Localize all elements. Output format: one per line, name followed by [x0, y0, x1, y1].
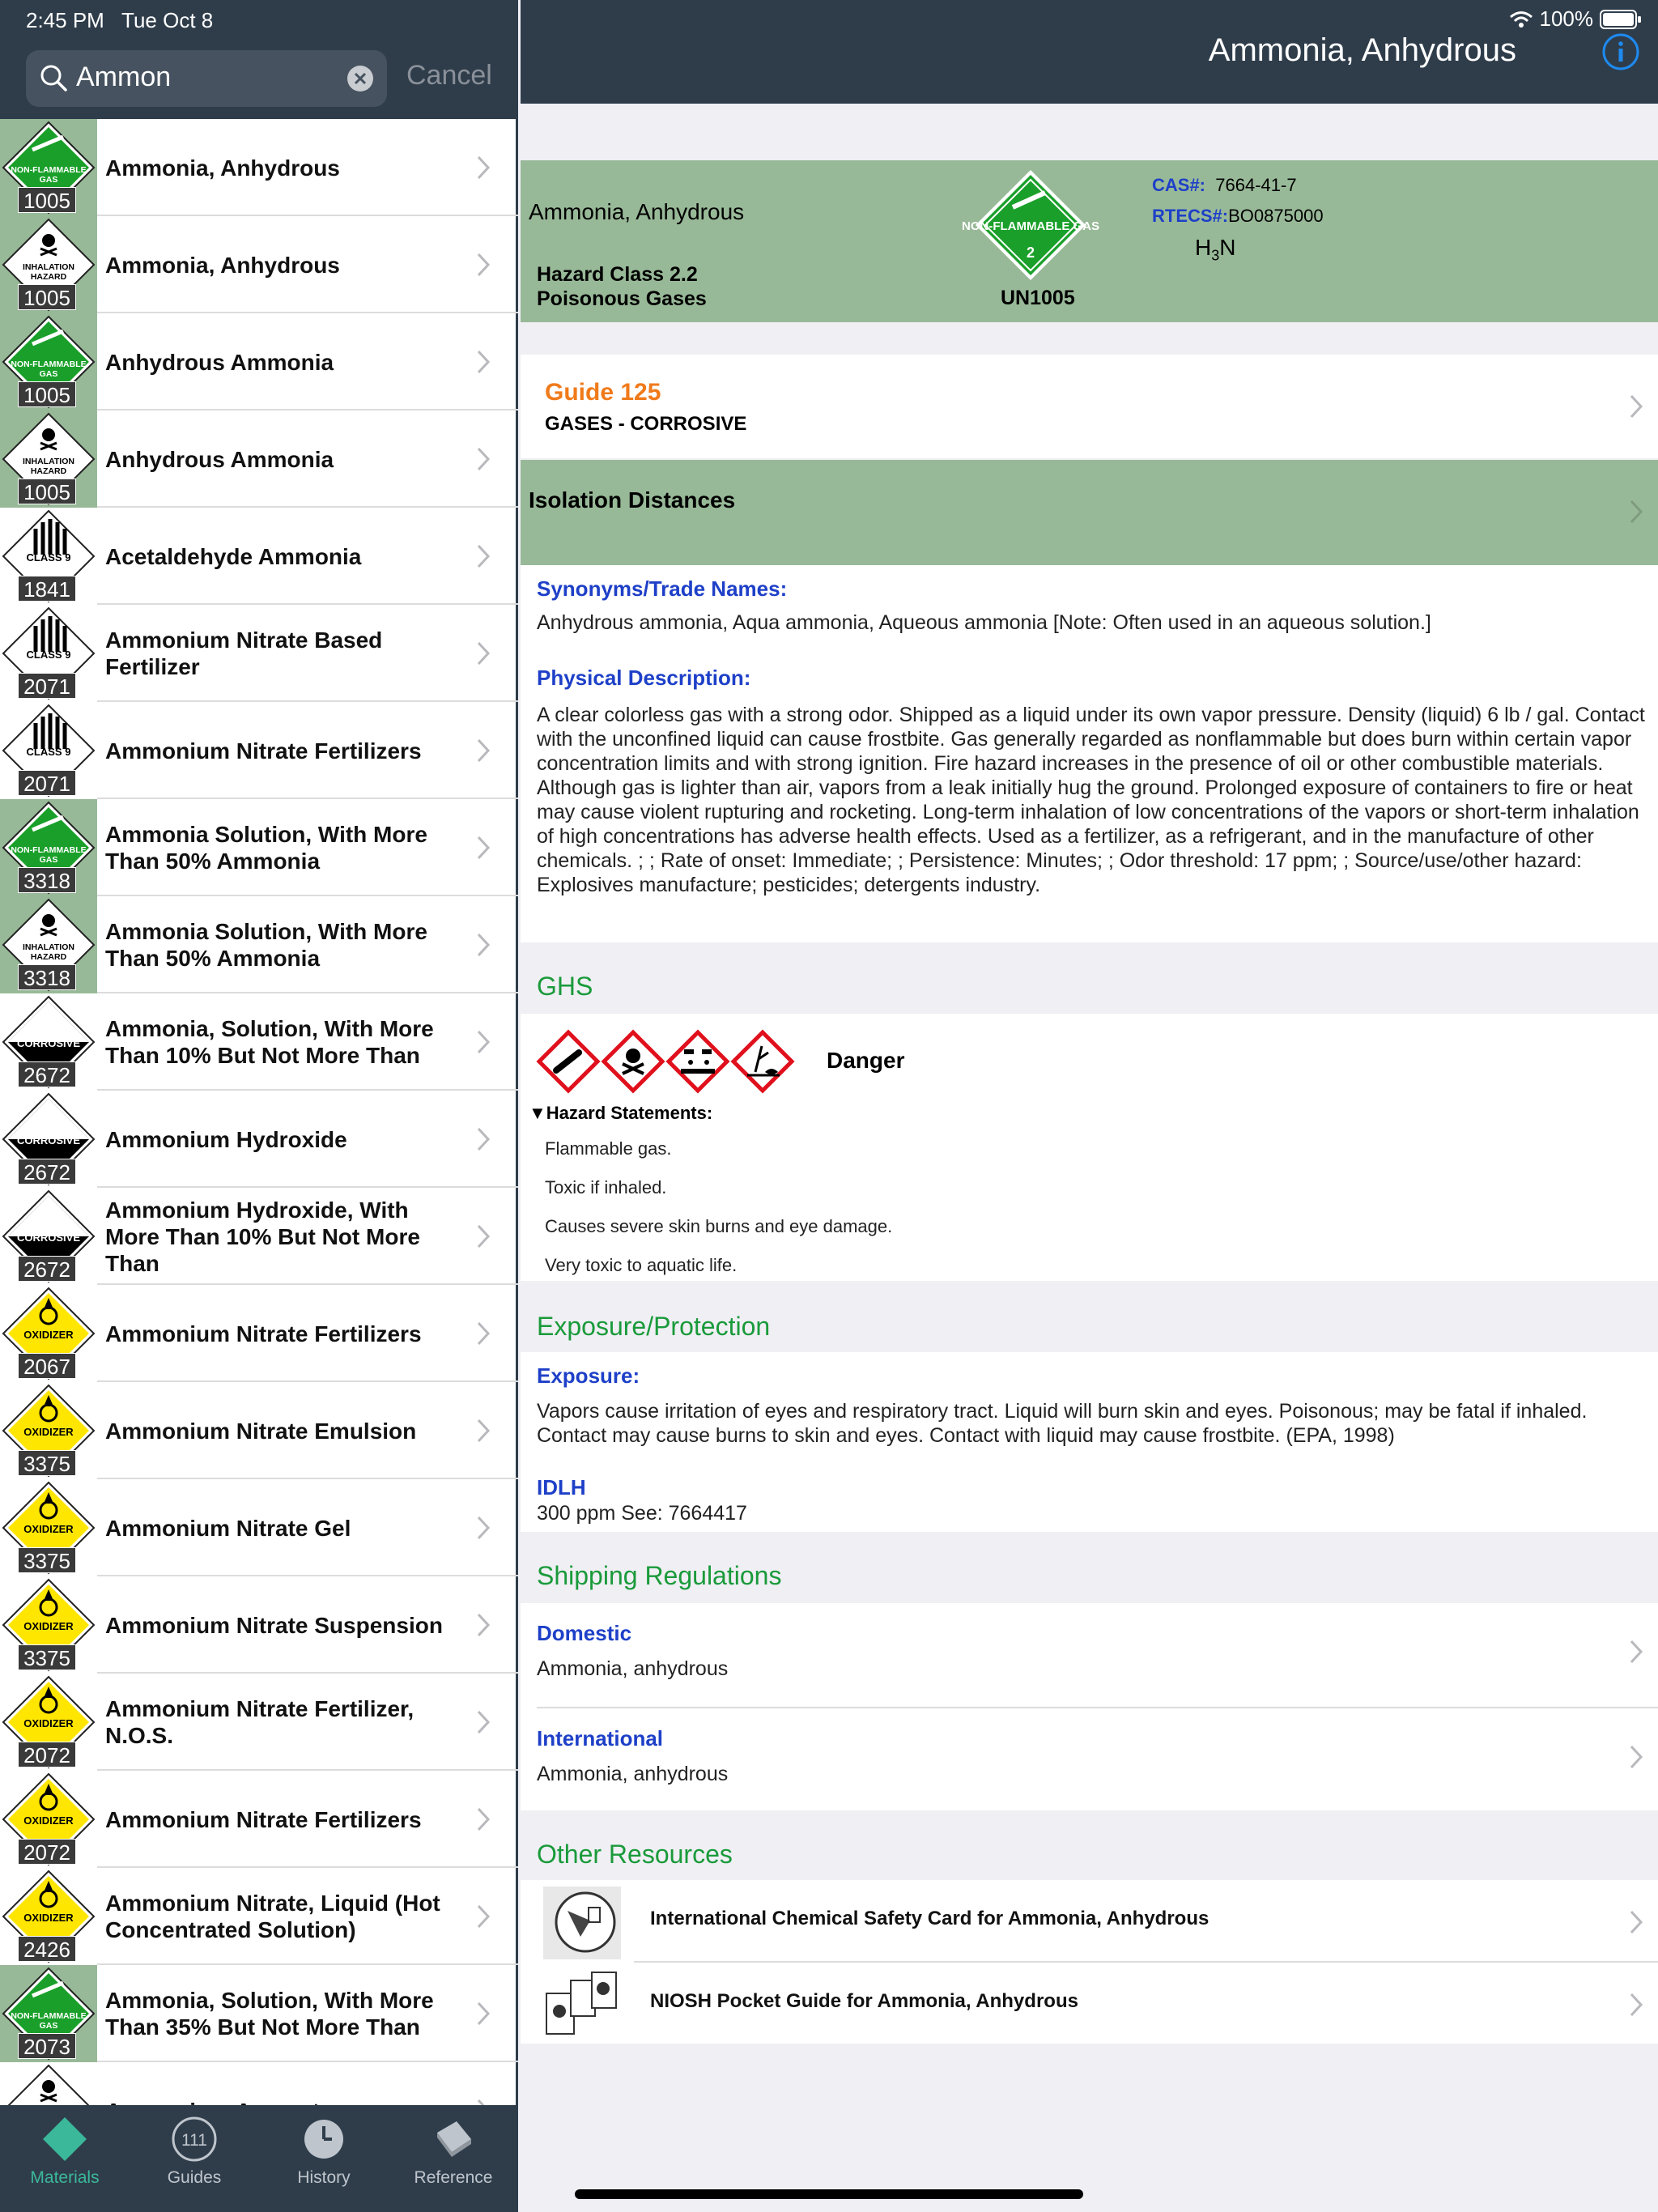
home-indicator[interactable] — [575, 2189, 1083, 2199]
navigation-bar — [521, 0, 1658, 104]
status-indicators — [1509, 6, 1643, 32]
un-number-badge: 3375 — [18, 1450, 76, 1476]
chevron-right-icon — [1629, 1992, 1643, 2018]
chevron-right-icon — [476, 543, 491, 569]
un-number-badge: 2071 — [18, 770, 76, 796]
material-name: Ammonium Hydroxide, With More Than 10% But Not More Than — [105, 1197, 420, 1276]
material-list-item[interactable] — [0, 1091, 518, 1188]
placard-label: NON-FLAMMABLE GAS — [11, 165, 87, 185]
material-name: Ammonia Solution, With More Than 50% Ammonia — [105, 822, 427, 874]
page-title: Ammonia, Anhydrous — [1208, 32, 1516, 68]
domestic-label: Domestic — [537, 1621, 632, 1645]
sidebar-header — [0, 0, 518, 119]
international-shipping-row[interactable] — [521, 1708, 1658, 1810]
resources-card — [521, 1880, 1658, 2044]
placard-label: NON-FLAMMABLE GAS — [11, 2011, 87, 2031]
material-list-item[interactable] — [0, 993, 518, 1091]
exposure-heading: Exposure/Protection — [537, 1312, 771, 1341]
placard-label: OXIDIZER — [23, 1912, 74, 1924]
un-number-badge: 1005 — [18, 284, 76, 310]
resource-title: NIOSH Pocket Guide for Ammonia, Anhydrous — [650, 1990, 1078, 2012]
chevron-right-icon — [476, 2001, 491, 2027]
detail-panel — [521, 0, 1658, 2212]
exposure-label: Exposure: — [537, 1363, 640, 1388]
un-number-badge: 3375 — [18, 1547, 76, 1573]
material-name: Ammonia Solution, With More Than 50% Ammonia — [105, 919, 427, 971]
chevron-right-icon — [476, 932, 491, 958]
chevron-right-icon — [476, 1418, 491, 1444]
material-name: Ammonium Nitrate Fertilizers — [105, 1806, 422, 1832]
material-name: Ammonium Nitrate Emulsion — [105, 1418, 417, 1444]
un-number-badge: 2672 — [18, 1159, 76, 1185]
material-list-item[interactable] — [0, 1188, 518, 1285]
chevron-right-icon — [1629, 1639, 1643, 1665]
un-number-badge: 2067 — [18, 1353, 76, 1379]
material-list-item[interactable] — [0, 702, 518, 799]
idlh-label: IDLH — [537, 1475, 586, 1499]
chevron-right-icon — [476, 1904, 491, 1929]
skull-crossbones-icon — [602, 1030, 665, 1093]
hazard-class-description: Poisonous Gases — [537, 287, 707, 310]
clock-icon — [300, 2115, 348, 2163]
material-list-item[interactable] — [0, 1868, 518, 1965]
signal-word: Danger — [827, 1048, 905, 1073]
corrosion-icon — [666, 1030, 729, 1093]
material-name: Ammonium Nitrate Suspension — [105, 1612, 443, 1638]
hazard-class — [537, 262, 707, 311]
material-name: Ammonia, Anhydrous — [105, 155, 340, 181]
material-name: Ammonium Hydroxide — [105, 1126, 347, 1152]
guide-number: Guide 125 — [545, 379, 661, 406]
synonyms-label: Synonyms/Trade Names: — [537, 576, 788, 601]
material-name: Ammonium Nitrate, Liquid (Hot Concentrated Solution) — [105, 1891, 440, 1942]
placard-label: OXIDIZER — [23, 1717, 74, 1729]
chevron-right-icon — [476, 1223, 491, 1249]
disclosure-triangle-icon: ▼ — [529, 1103, 546, 1123]
guide-link[interactable] — [521, 355, 1658, 458]
chevron-right-icon — [476, 1612, 491, 1638]
material-list-item[interactable] — [0, 1674, 518, 1771]
material-header-card — [521, 160, 1658, 322]
un-number-badge: 1841 — [18, 576, 76, 602]
chevron-right-icon — [476, 1126, 491, 1152]
physical-description-text: A clear colorless gas with a strong odor. Shipped as a liquid under its own vapor pressure. Density (liquid) 6 lb / gal. Contact with the unconfined liquid can cause frostbite. Gas generally regarded as nonflammable but does burn within certain vapor concentration limits and with strong ignition. Fire hazard increases in the presence of oil or other combustible materials. Although gas is lighter than air, vapors from a leak initially hug the ground. Prolonged exposure of containers to fire or heat may cause violent rupturing and rocketing. Long-term inhalation of low concentrations of the vapors or short-term inhalation of high concentrations has adverse health effects. Used as a fertilizer, as a refrigerant, and in the manufacture of other chemicals. ; ; Rate of onset: Immediate; ; Persistence: Minutes; ; Odor threshold: 17 ppm; ; Source/use/other hazard: Explosives manufacture; pesticides; detergents industry. — [537, 704, 1645, 896]
non-flammable-gas-placard-icon — [962, 168, 1099, 282]
material-list-item[interactable] — [0, 508, 518, 605]
book-icon — [429, 2115, 478, 2163]
placard-label: INHALATION HAZARD — [23, 262, 74, 282]
placard-label: CORROSIVE — [16, 1231, 81, 1244]
description-card — [521, 565, 1658, 942]
chevron-right-icon — [476, 349, 491, 375]
materials-sidebar — [0, 0, 518, 2212]
isolation-distances-label: Isolation Distances — [529, 487, 736, 513]
exposure-card — [521, 1352, 1658, 1532]
material-list — [0, 119, 518, 2159]
placard-label: INHALATION HAZARD — [23, 942, 74, 962]
chevron-right-icon — [476, 252, 491, 278]
un-number-badge: 3318 — [18, 867, 76, 893]
material-list-item[interactable] — [0, 1771, 518, 1868]
synonyms-text: Anhydrous ammonia, Aqua ammonia, Aqueous ammonia [Note: Often used in an aqueous solution.] — [537, 611, 1431, 634]
safety-card-icon — [543, 1887, 621, 1959]
placard-label: OXIDIZER — [23, 1620, 74, 1632]
un-number-badge: 2073 — [18, 2033, 76, 2059]
un-number-badge: 2426 — [18, 1936, 76, 1962]
hazard-statement: Toxic if inhaled. — [545, 1177, 667, 1197]
material-list-item[interactable] — [0, 799, 518, 896]
material-name: Ammonium Nitrate Gel — [105, 1515, 351, 1541]
material-list-item[interactable] — [0, 605, 518, 702]
domestic-shipping-row[interactable] — [521, 1603, 1658, 1707]
cancel-button[interactable]: Cancel — [406, 60, 492, 91]
chevron-right-icon — [476, 1321, 491, 1346]
search-input[interactable]: Ammon — [76, 62, 172, 92]
domestic-value: Ammonia, anhydrous — [537, 1657, 729, 1680]
material-list-item[interactable] — [0, 1576, 518, 1674]
material-list-item[interactable] — [0, 1285, 518, 1382]
chevron-right-icon — [476, 1709, 491, 1735]
resource-title: International Chemical Safety Card for Ammonia, Anhydrous — [650, 1908, 1209, 1929]
tab-reference[interactable] — [389, 2115, 518, 2204]
un-number-badge: 2072 — [18, 1742, 76, 1767]
tab-label: History — [297, 2168, 351, 2187]
tab-materials[interactable] — [0, 2115, 130, 2204]
icsc-resource-link[interactable] — [521, 1880, 1658, 1961]
isolation-distances-link[interactable] — [521, 460, 1658, 565]
niosh-guide-icon — [543, 1969, 621, 2042]
status-time: 2:45 PM Tue Oct 8 — [26, 8, 214, 32]
battery-percent: 100% — [1539, 6, 1593, 31]
chevron-right-icon — [476, 1515, 491, 1541]
chevron-right-icon — [1629, 1744, 1643, 1770]
material-name: Ammonia, Solution, With More Than 10% But Not More Than — [105, 1016, 434, 1068]
niosh-resource-link[interactable] — [521, 1963, 1658, 2044]
placard-label: CLASS 9 — [26, 551, 71, 564]
un-number-badge: 2071 — [18, 673, 76, 699]
wifi-icon — [1509, 11, 1533, 28]
un-number-badge: 2672 — [18, 1061, 76, 1087]
chevron-right-icon — [476, 738, 491, 764]
material-name: Anhydrous Ammonia — [105, 446, 334, 472]
chevron-right-icon — [476, 835, 491, 861]
material-list-item[interactable] — [0, 313, 518, 410]
placard-label: NON-FLAMMABLE GAS — [11, 359, 87, 379]
idlh-value: 300 ppm See: 7664417 — [537, 1502, 747, 1525]
placard-label: OXIDIZER — [23, 1426, 74, 1438]
physical-description-label: Physical Description: — [537, 666, 751, 690]
rtecs-number: RTECS#:BO0875000 — [1152, 206, 1324, 226]
placard-class: 2 — [1026, 245, 1035, 261]
un-number-badge: 1005 — [18, 381, 76, 407]
chevron-right-icon — [476, 1029, 491, 1055]
hazard-statements-toggle[interactable] — [529, 1103, 712, 1124]
other-resources-heading: Other Resources — [537, 1840, 733, 1869]
tab-guides[interactable] — [130, 2115, 259, 2204]
shipping-heading: Shipping Regulations — [537, 1561, 782, 1590]
material-name: Ammonium Nitrate Fertilizer, N.O.S. — [105, 1696, 414, 1748]
un-number-badge: 3318 — [18, 964, 76, 990]
clear-search-icon[interactable] — [346, 65, 374, 92]
ghs-card — [521, 1014, 1658, 1281]
guide-name: GASES - CORROSIVE — [545, 413, 747, 435]
material-list-item[interactable] — [0, 1479, 518, 1576]
material-list-item[interactable] — [0, 119, 518, 216]
placard-label: OXIDIZER — [23, 1523, 74, 1535]
chevron-right-icon — [1629, 1909, 1643, 1935]
diamond-icon — [40, 2115, 89, 2163]
material-name: Anhydrous Ammonia — [105, 349, 334, 375]
environment-icon — [731, 1030, 794, 1093]
placard-label: NON-FLAMMABLE GAS — [11, 845, 87, 865]
info-icon[interactable] — [1601, 32, 1640, 71]
search-icon — [37, 62, 70, 94]
chevron-right-icon — [1629, 499, 1643, 525]
un-number-badge: 3375 — [18, 1644, 76, 1670]
tab-label: Materials — [30, 2168, 100, 2187]
guides-icon — [170, 2115, 219, 2163]
shipping-card — [521, 1603, 1658, 1810]
cas-number: CAS#: 7664-41-7 — [1152, 175, 1297, 195]
un-number-badge: 2672 — [18, 1256, 76, 1282]
hazard-statement: Flammable gas. — [545, 1138, 672, 1159]
placard-label: CLASS 9 — [26, 746, 71, 758]
ghs-heading: GHS — [537, 972, 593, 1001]
search-field[interactable] — [26, 50, 387, 107]
placard-text: NON-FLAMMABLE GAS — [962, 219, 1099, 233]
international-value: Ammonia, anhydrous — [537, 1763, 729, 1785]
international-label: International — [537, 1726, 664, 1750]
tab-label: Reference — [414, 2168, 493, 2187]
tab-history[interactable] — [259, 2115, 389, 2204]
un-number-badge: 1005 — [18, 479, 76, 504]
tab-label: Guides — [167, 2168, 222, 2187]
un-number: UN1005 — [1001, 287, 1075, 309]
material-name: Ammonia, Anhydrous — [529, 199, 745, 224]
chevron-right-icon — [476, 640, 491, 666]
material-name: Acetaldehyde Ammonia — [105, 543, 362, 569]
material-list-item[interactable] — [0, 216, 518, 313]
material-name: Ammonia, Solution, With More Than 35% But Not More Than — [105, 1988, 434, 2040]
material-list-item[interactable] — [0, 1965, 518, 2062]
placard-label: CLASS 9 — [26, 649, 71, 661]
material-name: Ammonium Nitrate Fertilizers — [105, 738, 422, 764]
chevron-right-icon — [476, 1806, 491, 1832]
tab-bar — [0, 2105, 518, 2212]
un-number-badge: 2072 — [18, 1839, 76, 1865]
material-list-item[interactable] — [0, 896, 518, 993]
placard-label: CORROSIVE — [16, 1134, 81, 1146]
chemical-formula: $H_3N$ — [1195, 235, 1236, 264]
placard-label: CORROSIVE — [16, 1037, 81, 1049]
chevron-right-icon — [1629, 393, 1643, 419]
material-name: Ammonia, Anhydrous — [105, 252, 340, 278]
battery-icon — [1600, 10, 1642, 29]
hazard-statement: Causes severe skin burns and eye damage. — [545, 1216, 893, 1236]
placard-label: OXIDIZER — [23, 1814, 74, 1827]
material-name: Ammonium Nitrate Based Fertilizer — [105, 627, 383, 679]
hazard-statements-label: Hazard Statements: — [546, 1103, 713, 1123]
exposure-text: Vapors cause irritation of eyes and respiratory tract. Liquid will burn skin and eyes. Poisonous; may be fatal if inhaled. Contact may cause burns to skin and eyes. Contact with liquid may cause frostbite. (EPA, 1998) — [537, 1400, 1588, 1447]
gas-cylinder-icon — [537, 1030, 600, 1093]
guides-badge: 111 — [181, 2131, 207, 2150]
hazard-statement: Very toxic to aquatic life. — [545, 1255, 738, 1275]
hazard-class-number: Hazard Class 2.2 — [537, 263, 698, 286]
material-name: Ammonium Nitrate Fertilizers — [105, 1321, 422, 1346]
chevron-right-icon — [476, 446, 491, 472]
chevron-right-icon — [476, 155, 491, 181]
material-list-item[interactable] — [0, 410, 518, 508]
placard-label: INHALATION HAZARD — [23, 457, 74, 476]
un-number-badge: 1005 — [18, 187, 76, 213]
material-list-item[interactable] — [0, 1382, 518, 1479]
placard-label: OXIDIZER — [23, 1329, 74, 1341]
